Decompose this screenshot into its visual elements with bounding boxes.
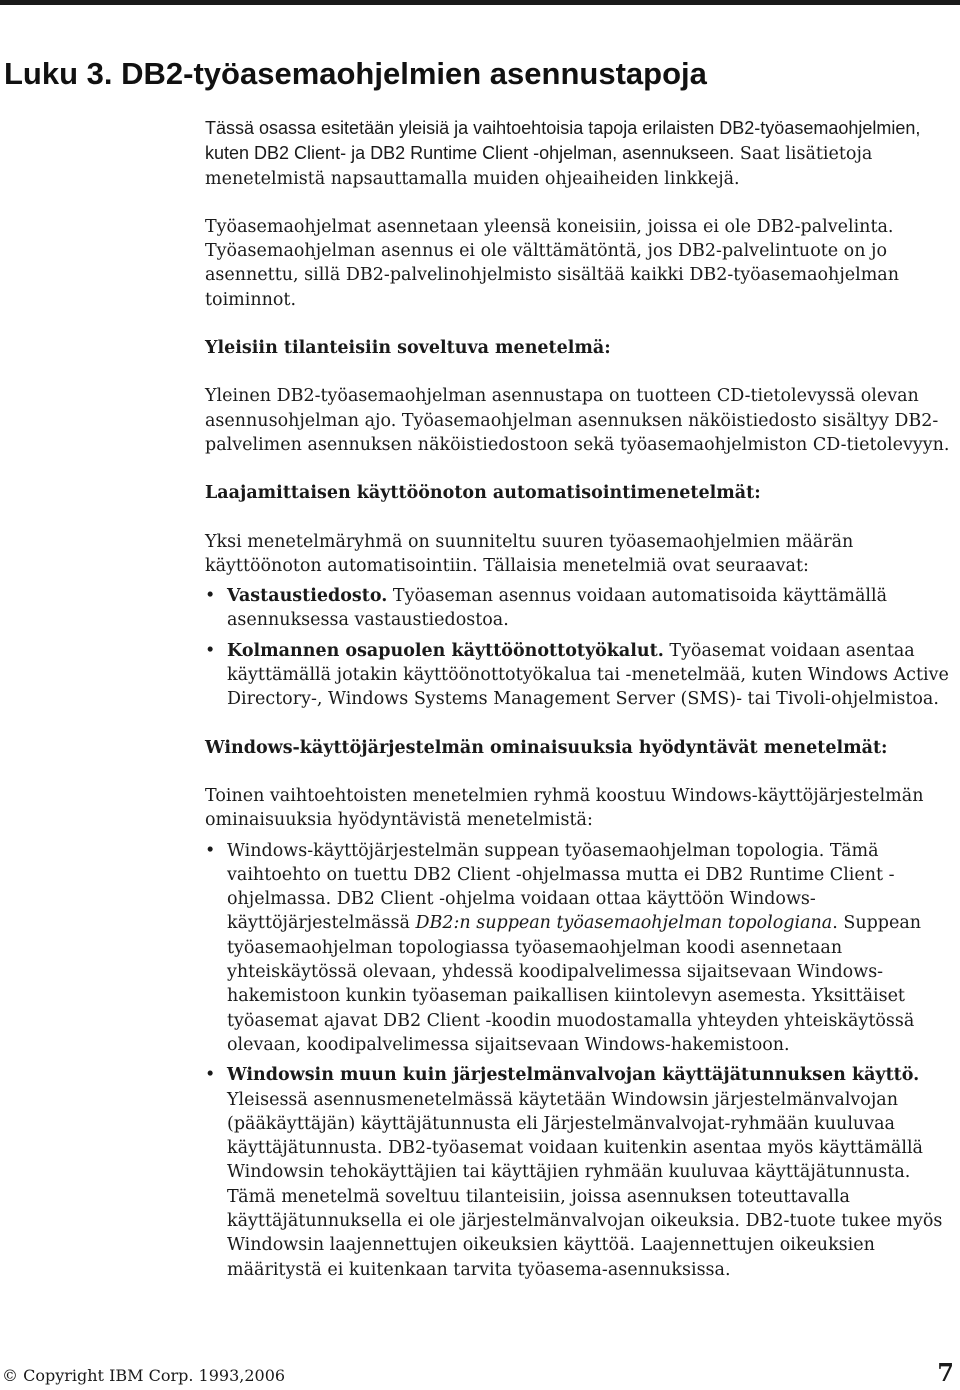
- bullet-text: Työaseman asennus voidaan automatisoida käyttämällä asennuksessa vastaustiedostoa.: [227, 586, 887, 631]
- windows-list: [205, 839, 950, 1282]
- section-heading-general: Yleisiin tilanteisiin soveltuva menetelmä:: [205, 338, 611, 359]
- bullet-title: Windowsin muun kuin järjestelmänvalvojan käyttäjätunnuksen käyttö.: [227, 1065, 920, 1086]
- page-content: [205, 116, 950, 1282]
- chapter-title: Luku 3. DB2-työasemaohjelmien asennustapoja: [4, 56, 707, 91]
- section-heading-automation: Laajamittaisen käyttöönoton automatisointimenetelmät:: [205, 483, 761, 504]
- intro-text-serif: Saat lisätietoja menetelmistä napsauttamalla muiden ohjeaiheiden linkkejä.: [205, 144, 873, 189]
- bullet-italic-term: DB2:n suppean työasemaohjelman topologiana: [415, 913, 833, 934]
- bullet-text: . Suppean työasemaohjelman topologiassa työasemaohjelman koodi asennetaan yhteiskäytössä olevaan, yhdessä koodipalvelimessa sijaitsevaan Windows-hakemistoon kunkin työaseman paikallisen kiintolevyn asemesta. Yksittäiset työasemat ajavat DB2 Client -koodin muodostamalla yhteyden yhteiskäytössä olevaan, koodipalvelimessa sijaitsevaan Windows-hakemistoon.: [227, 913, 922, 1055]
- section-body-general: Yleinen DB2-työasemaohjelman asennustapa on tuotteen CD-tietolevyssä olevan asennusohjelman ajo. Työasemaohjelman asennuksen näköistiedosto sisältyy DB2-palvelimen asennuksen näköistiedostoon sekä työasemaohjelmiston CD-tietolevyyn.: [205, 386, 950, 455]
- bullet-title: Kolmannen osapuolen käyttöönottotyökalut.: [227, 640, 664, 661]
- copyright-footer: © Copyright IBM Corp. 1993,2006: [2, 1366, 286, 1385]
- section-body-windows: Toinen vaihtoehtoisten menetelmien ryhmä koostuu Windows-käyttöjärjestelmän ominaisuuksia hyödyntävistä menetelmistä:: [205, 785, 924, 831]
- top-rule: [0, 0, 960, 5]
- bullet-icon: •: [205, 586, 216, 607]
- intro-paragraph-1: [205, 116, 950, 191]
- page-number: 7: [937, 1358, 954, 1387]
- list-item: [205, 1063, 950, 1282]
- list-item: [205, 839, 950, 1058]
- section-body-automation: Yksi menetelmäryhmä on suunniteltu suuren työasemaohjelmien määrän käyttöönoton automatisointiin. Tällaisia menetelmiä ovat seuraavat:: [205, 531, 854, 576]
- bullet-text: Windows-käyttöjärjestelmän suppean työasemaohjelman topologia. Tämä vaihtoehto on tuettu DB2 Client -ohjelmassa mutta ei DB2 Runtime Client -ohjelmassa. DB2 Client -ohjelma voidaan ottaa käyttöön Windows-käyttöjärjestelmässä: [227, 840, 895, 934]
- list-item: [205, 584, 950, 633]
- list-item: [205, 639, 950, 712]
- bullet-title: Vastaustiedosto.: [227, 586, 388, 607]
- intro-text-sans: Tässä osassa esitetään yleisiä ja vaihtoehtoisia tapoja erilaisten DB2-työasemaohjelmien, kuten DB2 Client- ja DB2 Runtime Client -ohjelman, asennukseen.: [205, 118, 921, 164]
- automation-list: [205, 584, 950, 711]
- section-heading-windows: Windows-käyttöjärjestelmän ominaisuuksia hyödyntävät menetelmät:: [205, 737, 888, 758]
- bullet-icon: •: [205, 1065, 216, 1086]
- bullet-icon: •: [205, 840, 216, 861]
- bullet-text: Työasemat voidaan asentaa käyttämällä jotakin käyttöönottotyökalua tai -menetelmää, kuten Windows Active Directory-, Windows Systems Management Server (SMS)- tai Tivoli-ohjelmistoa.: [227, 640, 949, 710]
- intro-paragraph-2: Työasemaohjelmat asennetaan yleensä koneisiin, joissa ei ole DB2-palvelinta. Työasemaohjelman asennus ei ole välttämätöntä, jos DB2-palvelintuote on jo asennettu, sillä DB2-palvelinohjelmisto sisältää kaikki DB2-työasemaohjelman toiminnot.: [205, 216, 899, 310]
- bullet-text: Yleisessä asennusmenetelmässä käytetään Windowsin järjestelmänvalvojan (pääkäyttäjän) käyttäjätunnusta eli Järjestelmänvalvojat-ryhmään kuuluvaa käyttäjätunnusta. DB2-työasemat voidaan kuitenkin asentaa myös käyttämällä Windowsin tehokäyttäjien tai käyttäjien ryhmään kuuluvaa käyttäjätunnusta. Tämä menetelmä soveltuu tilanteisiin, joissa asennuksen toteuttavalla käyttäjätunnuksella ei ole järjestelmänvalvojan oikeuksia. DB2-tuote tukee myös Windowsin laajennettujen oikeuksien käyttöä. Laajennettujen oikeuksien määritystä ei kuitenkaan tarvita työasema-asennuksissa.: [227, 1089, 943, 1280]
- bullet-icon: •: [205, 640, 216, 661]
